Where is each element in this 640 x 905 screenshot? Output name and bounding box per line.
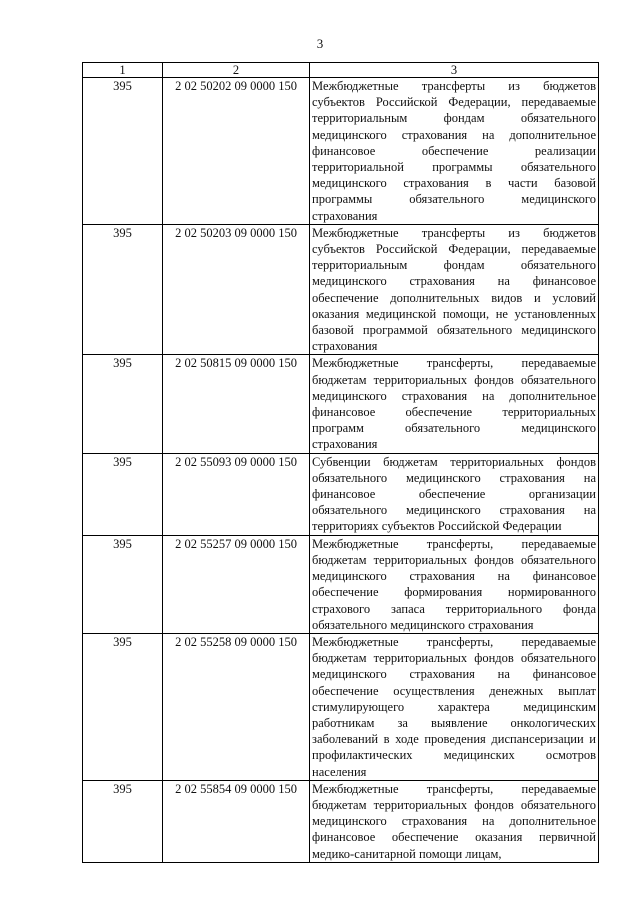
admin-code-cell: 395: [83, 78, 163, 225]
description-line: программы обязательного медицинского: [312, 192, 596, 207]
budget-classification-code-cell: 2 02 50202 09 0000 150: [163, 78, 310, 225]
description-line: Межбюджетные трансферты, передаваемые: [312, 536, 596, 551]
description-line: медицинского страхования на финансовое: [312, 667, 596, 682]
budget-revenue-table: [82, 62, 599, 863]
description-line: Межбюджетные трансферты, передаваемые: [312, 634, 596, 649]
description-line: финансовое обеспечение оказания первичной: [312, 830, 596, 845]
admin-code-cell: 395: [83, 453, 163, 535]
description-line: профилактических медицинских осмотров: [312, 748, 596, 763]
description-line: Межбюджетные трансферты, передаваемые: [312, 781, 596, 796]
description-line: медицинского страхования на финансовое: [312, 274, 596, 289]
description-line: Межбюджетные трансферты из бюджетов: [312, 225, 596, 240]
description-cell: [310, 535, 599, 633]
page-number: 3: [316, 36, 324, 51]
description-line: обеспечение осуществления денежных выплат: [312, 683, 596, 698]
description-cell: [310, 780, 599, 862]
description-cell: [310, 78, 599, 225]
description-line: медицинского страхования на дополнительное: [312, 127, 596, 142]
budget-classification-code-cell: 2 02 50203 09 0000 150: [163, 224, 310, 355]
description-line: медико-санитарной помощи лицам,: [312, 846, 502, 861]
admin-code-cell: 395: [83, 224, 163, 355]
description-line: финансовое обеспечение организации: [312, 487, 596, 502]
description-line: заболеваний в ходе проведения диспансеризации и: [312, 732, 596, 747]
column-header-2: 2: [163, 63, 310, 78]
description-line: оказания медицинской помощи, не установленных: [312, 306, 596, 321]
table-header-row: [83, 63, 599, 78]
budget-classification-code-cell: 2 02 50815 09 0000 150: [163, 355, 310, 453]
description-line: территориальным фондам обязательного: [312, 111, 596, 126]
description-line: страхования: [312, 339, 378, 354]
table-row: [83, 780, 599, 862]
table-row: [83, 633, 599, 780]
description-line: населения: [312, 764, 367, 779]
description-line: обязательного медицинского страхования: [312, 617, 534, 632]
table-row: [83, 224, 599, 355]
description-line: базовой программой обязательного медицинского: [312, 323, 596, 338]
admin-code-cell: 395: [83, 535, 163, 633]
description-line: программ обязательного медицинского: [312, 421, 596, 436]
admin-code-cell: 395: [83, 633, 163, 780]
description-line: медицинского страхования на дополнительное: [312, 388, 596, 403]
description-line: бюджетам территориальных фондов обязательного: [312, 552, 596, 567]
description-line: Межбюджетные трансферты, передаваемые: [312, 356, 596, 371]
budget-classification-code-cell: 2 02 55093 09 0000 150: [163, 453, 310, 535]
column-header-1: 1: [83, 63, 163, 78]
description-line: бюджетам территориальных фондов обязательного: [312, 372, 596, 387]
description-cell: [310, 453, 599, 535]
description-cell: [310, 224, 599, 355]
description-line: медицинского страхования на дополнительное: [312, 814, 596, 829]
description-line: страхования: [312, 437, 378, 452]
description-line: бюджетам территориальных фондов обязательного: [312, 651, 596, 666]
description-cell: [310, 633, 599, 780]
description-line: обеспечение формирования нормированного: [312, 585, 596, 600]
description-line: территориях субъектов Российской Федерации: [312, 519, 562, 534]
table-row: [83, 535, 599, 633]
description-line: финансовое обеспечение реализации: [312, 143, 596, 158]
description-line: обеспечение дополнительных видов и условий: [312, 290, 596, 305]
description-line: работникам за выявление онкологических: [312, 715, 596, 730]
column-header-3: 3: [310, 63, 599, 78]
admin-code-cell: 395: [83, 780, 163, 862]
table-row: [83, 355, 599, 453]
description-line: медицинского страхования в части базовой: [312, 176, 596, 191]
table-body: [83, 78, 599, 863]
description-line: Межбюджетные трансферты из бюджетов: [312, 79, 596, 93]
description-line: обязательного медицинского страхования на: [312, 503, 596, 518]
description-line: стимулирующего характера медицинским: [312, 699, 596, 714]
description-line: субъектов Российской Федерации, передаваемые: [312, 242, 596, 257]
description-line: территориальной программы обязательного: [312, 160, 596, 175]
description-line: страхового запаса территориального фонда: [312, 601, 596, 616]
description-line: обязательного медицинского страхования на: [312, 470, 596, 485]
budget-classification-code-cell: 2 02 55258 09 0000 150: [163, 633, 310, 780]
description-line: бюджетам территориальных фондов обязательного: [312, 797, 596, 812]
description-cell: [310, 355, 599, 453]
budget-classification-code-cell: 2 02 55257 09 0000 150: [163, 535, 310, 633]
description-line: Субвенции бюджетам территориальных фондов: [312, 454, 596, 469]
description-line: страхования: [312, 208, 378, 223]
description-line: финансовое обеспечение территориальных: [312, 405, 596, 420]
table-row: [83, 78, 599, 225]
description-line: территориальным фондам обязательного: [312, 258, 596, 273]
budget-classification-code-cell: 2 02 55854 09 0000 150: [163, 780, 310, 862]
admin-code-cell: 395: [83, 355, 163, 453]
description-line: медицинского страхования на финансовое: [312, 569, 596, 584]
description-line: субъектов Российской Федерации, передаваемые: [312, 95, 596, 110]
table-row: [83, 453, 599, 535]
